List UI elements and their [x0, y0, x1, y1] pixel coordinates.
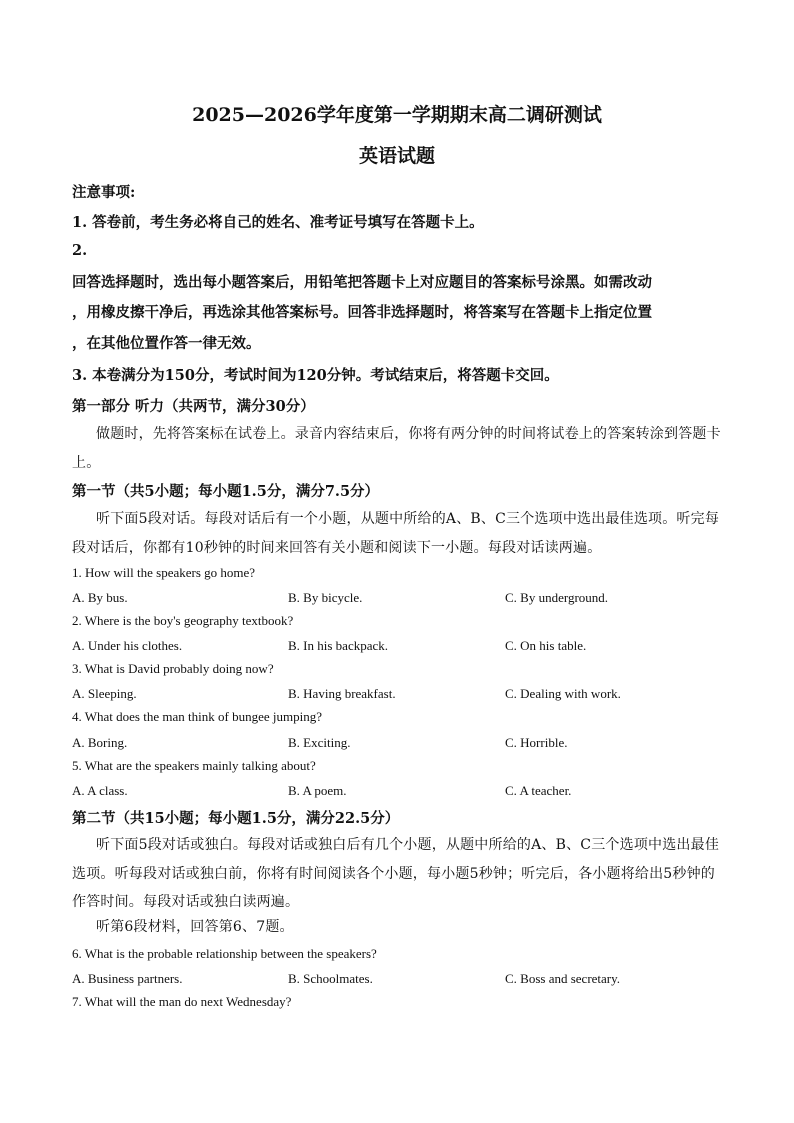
- section1-heading: 第一节（共5小题；每小题1.5分，满分7.5分）: [72, 483, 380, 500]
- question-3-option-b: B. Having breakfast.: [288, 686, 396, 701]
- question-2-option-a: A. Under his clothes.: [72, 638, 183, 653]
- question-5-option-b: B. A poem.: [288, 783, 347, 798]
- question-4-option-a: A. Boring.: [72, 735, 128, 750]
- question-6: 6. What is the probable relationship between the speakers?: [72, 946, 377, 961]
- question-4-option-b: B. Exciting.: [288, 735, 351, 750]
- question-1-option-a: A. By bus.: [72, 590, 128, 605]
- question-1: 1. How will the speakers go home?: [72, 565, 256, 580]
- notice-item-2-line-1: 回答选择题时，选出每小题答案后，用铅笔把答题卡上对应题目的答案标号涂黑。如需改动: [72, 274, 652, 291]
- question-3-option-a: A. Sleeping.: [72, 686, 137, 701]
- question-3-option-c: C. Dealing with work.: [505, 686, 621, 701]
- subject-title: 英语试题: [358, 145, 435, 167]
- notice-item-2-line-2: ，用橡皮擦干净后，再选涂其他答案标号。回答非选择题时，将答案写在答题卡上指定位置: [72, 304, 652, 321]
- notice-heading: 注意事项:: [72, 184, 136, 201]
- question-2-option-c: C. On his table.: [505, 638, 587, 653]
- notice-item-1: 1. 答卷前，考生务必将自己的姓名、准考证号填写在答题卡上。: [72, 214, 484, 231]
- section2-intro: 听下面5段对话或独白。每段对话或独白后有几个小题，从题中所给的A、B、C三个选项中选出最佳选项。听每段对话或独白前，你将有时间阅读各个小题，每小题5秒钟；听完后，各小题将给出5秒钟的作答时间。每段对话或独白读两遍。: [72, 837, 720, 910]
- question-4: 4. What does the man think of bungee jumping?: [72, 709, 322, 724]
- section2-heading: 第二节（共15小题；每小题1.5分，满分22.5分）: [72, 810, 400, 827]
- question-1-option-b: B. By bicycle.: [288, 590, 363, 605]
- exam-title: 2025—2026学年度第一学期期末高二调研测试: [192, 104, 602, 126]
- question-7: 7. What will the man do next Wednesday?: [72, 994, 292, 1009]
- question-2: 2. Where is the boy's geography textbook?: [72, 613, 294, 628]
- question-5: 5. What are the speakers mainly talking about?: [72, 758, 316, 773]
- section2-material-note: 听第6段材料，回答第6、7题。: [96, 919, 294, 935]
- question-5-option-c: C. A teacher.: [505, 783, 572, 798]
- part1-intro: 做题时，先将答案标在试卷上。录音内容结束后，你将有两分钟的时间将试卷上的答案转涂到答题卡上。: [72, 426, 721, 471]
- notice-item-3: 3. 本卷满分为150分，考试时间为120分钟。考试结束后，将答题卡交回。: [72, 367, 559, 384]
- part1-heading: 第一部分 听力（共两节，满分30分）: [72, 398, 315, 415]
- question-6-option-c: C. Boss and secretary.: [505, 971, 621, 986]
- section1-intro: 听下面5段对话。每段对话后有一个小题，从题中所给的A、B、C三个选项中选出最佳选项。听完每段对话后，你都有10秒钟的时间来回答有关小题和阅读下一小题。每段对话读两遍。: [72, 511, 720, 556]
- question-3: 3. What is David probably doing now?: [72, 661, 274, 676]
- question-6-option-a: A. Business partners.: [72, 971, 183, 986]
- question-5-option-a: A. A class.: [72, 783, 128, 798]
- notice-item-2-line-3: ，在其他位置作答一律无效。: [72, 335, 261, 352]
- question-1-option-c: C. By underground.: [505, 590, 609, 605]
- question-6-option-b: B. Schoolmates.: [288, 971, 373, 986]
- question-4-option-c: C. Horrible.: [505, 735, 568, 750]
- notice-item-2-number: 2.: [72, 242, 88, 259]
- question-2-option-b: B. In his backpack.: [288, 638, 389, 653]
